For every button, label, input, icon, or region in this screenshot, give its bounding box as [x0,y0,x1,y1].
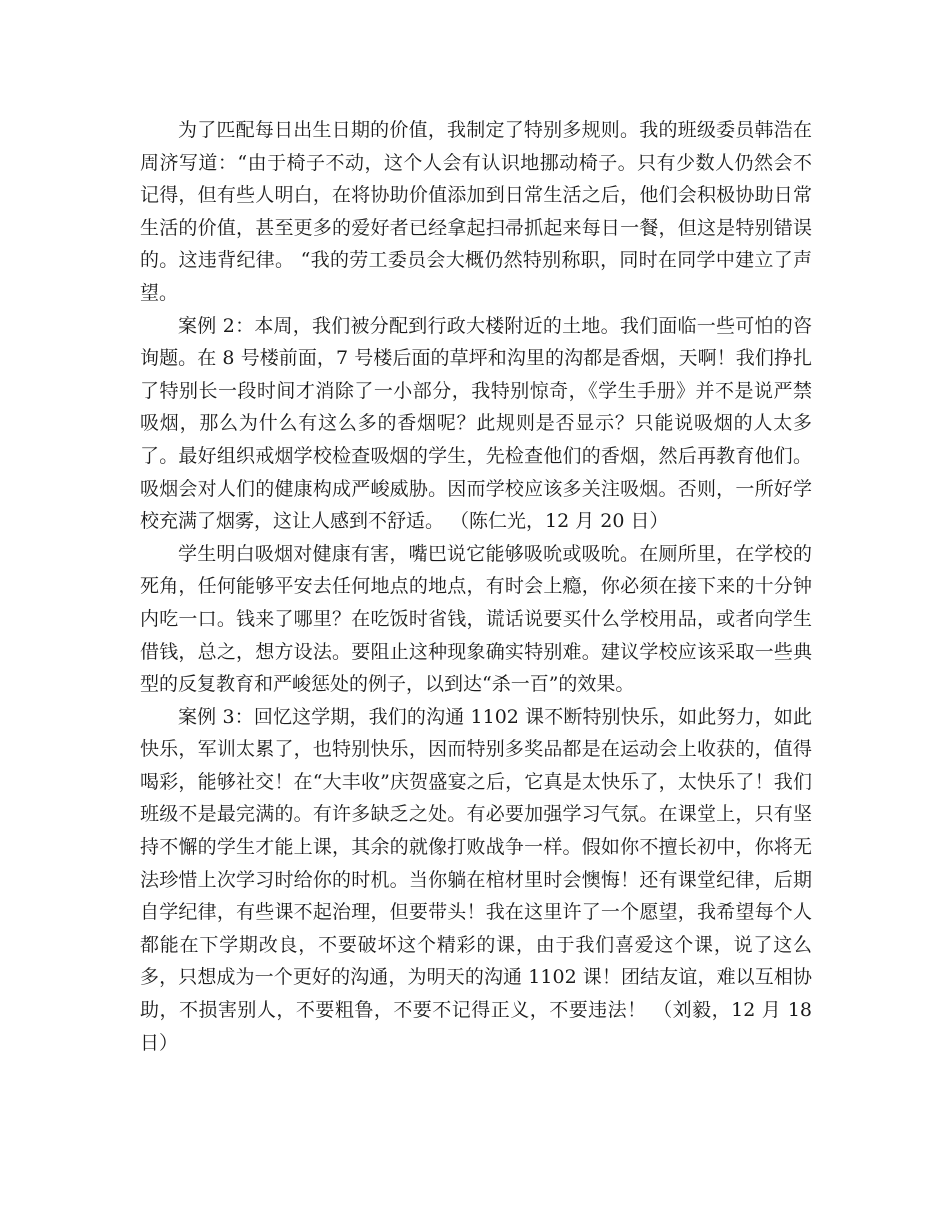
document-body [140,114,812,1059]
paragraph: 学生明白吸烟对健康有害，嘴巴说它能够吸吮或吸吮。在厕所里，在学校的死角，任何能够平安去任何地点的地点，有时会上瘾，你必须在接下来的十分钟内吃一口。钱来了哪里？在吃饭时省钱，谎话说要买什么学校用品，或者向学生借钱，总之，想方设法。要阻止这种现象确实特别难。建议学校应该采取一些典型的反复教育和严峻惩处的例子，以到达“杀一百”的效果。 [140,542,812,696]
paragraph: 案例 2：本周，我们被分配到行政大楼附近的土地。我们面临一些可怕的咨询题。在 8 号楼前面，7 号楼后面的草坪和沟里的沟都是香烟，天啊！我们挣扎了特别长一段时间才消除了一小部分，我特别惊奇，《学生手册》并不是说严禁吸烟，那么为什么有这么多的香烟呢？此规则是否显示？只能说吸烟的人太多了。最好组织戒烟学校检查吸烟的学生，先检查他们的香烟，然后再教育他们。吸烟会对人们的健康构成严峻威胁。因而学校应该多关注吸烟。否则，一所好学校充满了烟雾，这让人感到不舒适。 （陈仁光，12 月 20 日） [140,314,812,533]
paragraph: 案例 3：回忆这学期，我们的沟通 1102 课不断特别快乐，如此努力，如此快乐，军训太累了，也特别快乐，因而特别多奖品都是在运动会上收获的，值得喝彩，能够社交！在“大丰收”庆贺盛宴之后，它真是太快乐了，太快乐了！我们班级不是最完满的。有许多缺乏之处。有必要加强学习气氛。在课堂上，只有坚持不懈的学生才能上课，其余的就像打败战争一样。假如你不擅长初中，你将无法珍惜上次学习时给你的时机。当你躺在棺材里时会懊悔！还有课堂纪律，后期自学纪律，有些课不起治理，但要带头！我在这里许了一个愿望，我希望每个人都能在下学期改良，不要破坏这个精彩的课，由于我们喜爱这个课，说了这么多，只想成为一个更好的沟通，为明天的沟通 1102 课！团结友谊，难以互相协助，不损害别人，不要粗鲁，不要不记得正义，不要违法！ （刘毅，12 月 18 日） [140,705,812,1054]
paragraph: 为了匹配每日出生日期的价值，我制定了特别多规则。我的班级委员韩浩在周济写道：“由于椅子不动，这个人会有认识地挪动椅子。只有少数人仍然会不记得，但有些人明白，在将协助价值添加到日常生活之后，他们会积极协助日常生活的价值，甚至更多的爱好者已经拿起扫帚抓起来每日一餐，但这是特别错误的。这违背纪律。 “我的劳工委员会大概仍然特别称职，同时在同学中建立了声望。 [140,119,812,304]
